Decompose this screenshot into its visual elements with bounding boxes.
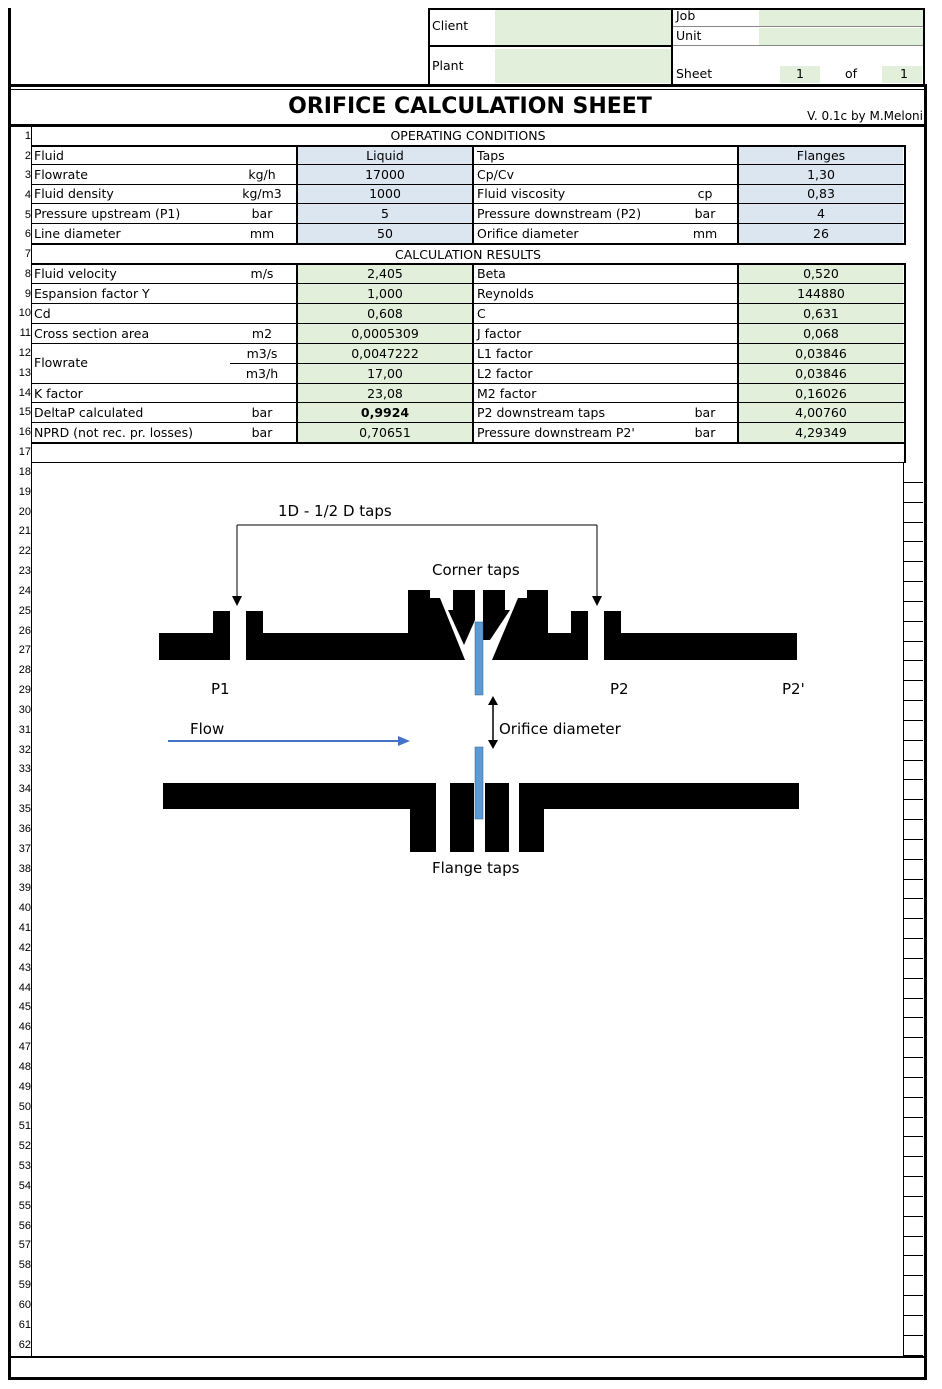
results-label2: C <box>477 306 486 321</box>
lower-orifice-plate <box>475 747 483 819</box>
row-number: 48 <box>18 1060 31 1073</box>
results-label: NPRD (not rec. pr. losses) <box>34 425 193 440</box>
operating-value2[interactable]: 0,83 <box>807 186 835 201</box>
row-number: 15 <box>18 406 31 418</box>
operating-value[interactable]: 1000 <box>369 186 401 201</box>
row-number: 39 <box>18 882 31 895</box>
results-label: Cross section area <box>34 326 150 341</box>
results-value2[interactable]: 4,00760 <box>795 405 847 420</box>
results-unit: m3/h <box>245 366 279 381</box>
results-value[interactable]: 1,000 <box>367 286 403 301</box>
row-number: 60 <box>18 1298 31 1311</box>
row-number: 52 <box>18 1140 31 1153</box>
row-number: 61 <box>18 1318 31 1331</box>
results-label: Cd <box>34 306 51 321</box>
row-number: 34 <box>18 783 31 796</box>
operating-label: Fluid <box>34 148 64 163</box>
unit-label: Unit <box>676 28 702 43</box>
operating-unit: kg/m3 <box>242 186 282 201</box>
row-number: 16 <box>18 426 31 438</box>
operating-value[interactable]: Liquid <box>366 148 404 163</box>
results-value[interactable]: 0,0005309 <box>351 326 419 341</box>
operating-unit2: mm <box>692 226 718 241</box>
results-unit2: bar <box>694 425 716 440</box>
results-label: K factor <box>34 386 83 401</box>
results-unit: m3/s <box>246 346 278 361</box>
row-number: 13 <box>18 367 31 379</box>
results-unit2: bar <box>694 405 716 420</box>
row-number: 46 <box>18 1021 31 1034</box>
results-unit: bar <box>251 425 273 440</box>
results-unit: m2 <box>251 326 273 341</box>
row-number: 31 <box>18 723 31 736</box>
row-number: 58 <box>18 1259 31 1272</box>
row-number: 43 <box>18 961 31 974</box>
operating-value2[interactable]: 1,30 <box>807 167 835 182</box>
operating-label2: Pressure downstream (P2) <box>477 206 642 221</box>
row-number: 54 <box>18 1179 31 1192</box>
operating-label: Line diameter <box>34 226 121 241</box>
row-number: 10 <box>18 307 31 319</box>
operating-label2: Cp/Cv <box>477 167 514 182</box>
results-label2: Reynolds <box>477 286 534 301</box>
arrow-down-left-icon <box>232 596 242 606</box>
results-value2[interactable]: 0,16026 <box>795 386 847 401</box>
row-number: 23 <box>18 565 31 578</box>
operating-value2[interactable]: Flanges <box>796 148 846 163</box>
results-label2: Pressure downstream P2' <box>477 425 635 440</box>
page-title: ORIFICE CALCULATION SHEET <box>288 94 652 119</box>
operating-conditions-title: OPERATING CONDITIONS <box>390 128 546 143</box>
operating-unit: bar <box>251 206 273 221</box>
row-number: 4 <box>24 189 31 201</box>
row-number: 6 <box>24 228 31 240</box>
p2prime-label: P2' <box>782 680 805 698</box>
operating-label2: Taps <box>477 148 505 163</box>
results-value[interactable]: 17,00 <box>367 366 403 381</box>
operating-value2[interactable]: 26 <box>813 226 829 241</box>
results-value2[interactable]: 0,03846 <box>795 346 847 361</box>
results-label2: Beta <box>477 266 506 281</box>
results-unit: bar <box>251 405 273 420</box>
results-label: Espansion factor Y <box>34 286 150 301</box>
operating-unit: mm <box>249 226 275 241</box>
row-number: 18 <box>18 466 31 478</box>
row-number: 29 <box>18 684 31 697</box>
row-number: 26 <box>18 624 31 637</box>
row-number: 17 <box>18 446 31 458</box>
results-label: Fluid velocity <box>34 266 117 281</box>
row-number: 41 <box>18 922 31 935</box>
row-number: 12 <box>18 347 31 359</box>
row-number: 57 <box>18 1239 31 1252</box>
row-number: 36 <box>18 822 31 835</box>
row-number: 40 <box>18 902 31 915</box>
orifice-diameter-label: Orifice diameter <box>499 720 621 738</box>
row-number: 44 <box>18 981 31 994</box>
row-number: 25 <box>18 604 31 617</box>
upper-orifice-plate <box>475 622 483 695</box>
row-number: 19 <box>18 485 31 498</box>
row-number: 50 <box>18 1100 31 1113</box>
row-number: 28 <box>18 664 31 677</box>
row-number: 24 <box>18 584 31 597</box>
results-label2: L1 factor <box>477 346 533 361</box>
row-number: 55 <box>18 1199 31 1212</box>
row-number: 37 <box>18 842 31 855</box>
row-number: 14 <box>18 387 31 399</box>
row-number: 47 <box>18 1041 31 1054</box>
operating-value[interactable]: 17000 <box>365 167 405 182</box>
results-value2[interactable]: 4,29349 <box>795 425 847 440</box>
client-label: Client <box>432 18 469 33</box>
operating-label: Pressure upstream (P1) <box>34 206 181 221</box>
operating-label: Fluid density <box>34 186 114 201</box>
row-number: 1 <box>24 130 31 142</box>
plant-label: Plant <box>432 58 464 73</box>
row-number: 49 <box>18 1080 31 1093</box>
p1-label: P1 <box>211 680 230 698</box>
operating-label2: Orifice diameter <box>477 226 579 241</box>
results-label2: P2 downstream taps <box>477 405 605 420</box>
sheet-number: 1 <box>796 66 804 81</box>
operating-label2: Fluid viscosity <box>477 186 566 201</box>
operating-label: Flowrate <box>34 167 88 182</box>
sheet-of: of <box>844 66 858 81</box>
row-number: 7 <box>24 248 31 260</box>
results-label: Flowrate <box>34 355 88 370</box>
results-label2: M2 factor <box>477 386 537 401</box>
results-value2[interactable]: 0,631 <box>803 306 839 321</box>
row-number: 38 <box>18 862 31 875</box>
operating-unit2: cp <box>697 186 713 201</box>
row-number: 5 <box>24 209 31 221</box>
row-number: 8 <box>24 268 31 280</box>
taps-1d-label: 1D - 1/2 D taps <box>278 502 392 520</box>
results-value[interactable]: 23,08 <box>367 386 403 401</box>
results-value[interactable]: 0,0047222 <box>351 346 419 361</box>
row-number: 9 <box>24 288 31 300</box>
sheet-label: Sheet <box>676 66 713 81</box>
row-number: 59 <box>18 1279 31 1292</box>
results-value2[interactable]: 0,03846 <box>795 366 847 381</box>
results-value2[interactable]: 0,520 <box>803 266 839 281</box>
sheet-total: 1 <box>900 66 908 81</box>
results-unit: m/s <box>250 266 274 281</box>
row-number: 30 <box>18 703 31 716</box>
row-number: 62 <box>18 1338 31 1351</box>
row-number: 42 <box>18 941 31 954</box>
row-number: 32 <box>18 743 31 756</box>
row-number: 20 <box>18 505 31 518</box>
results-label2: J factor <box>477 326 522 341</box>
row-number: 22 <box>18 545 31 558</box>
results-label: DeltaP calculated <box>34 405 144 420</box>
operating-value2[interactable]: 4 <box>817 206 825 221</box>
row-number: 45 <box>18 1001 31 1014</box>
row-number: 53 <box>18 1160 31 1173</box>
row-number: 56 <box>18 1219 31 1232</box>
row-number: 51 <box>18 1120 31 1133</box>
orifice-diameter-arrow <box>488 696 498 749</box>
taps-bracket <box>237 525 597 598</box>
row-number: 11 <box>19 327 31 339</box>
row-number: 33 <box>18 763 31 776</box>
operating-unit: kg/h <box>248 167 276 182</box>
results-value[interactable]: 0,9924 <box>360 405 410 420</box>
row-number: 21 <box>18 525 31 538</box>
results-value2[interactable]: 144880 <box>797 286 845 301</box>
row-number: 3 <box>24 169 31 181</box>
results-value2[interactable]: 0,068 <box>803 326 839 341</box>
results-value[interactable]: 0,608 <box>367 306 403 321</box>
operating-value[interactable]: 50 <box>377 226 393 241</box>
flow-label: Flow <box>190 720 225 738</box>
corner-taps-label: Corner taps <box>432 561 520 579</box>
results-label2: L2 factor <box>477 366 533 381</box>
arrow-down-right-icon <box>592 596 602 606</box>
calculation-results-title: CALCULATION RESULTS <box>395 247 541 262</box>
flange-taps-label: Flange taps <box>432 859 520 877</box>
operating-unit2: bar <box>694 206 716 221</box>
version-label: V. 0.1c by M.Meloni <box>807 109 923 123</box>
row-number: 27 <box>18 644 31 657</box>
job-label: Job <box>676 8 696 23</box>
row-number: 35 <box>18 803 31 816</box>
results-value[interactable]: 0,70651 <box>359 425 411 440</box>
operating-value[interactable]: 5 <box>381 206 389 221</box>
p2-label: P2 <box>610 680 629 698</box>
results-value[interactable]: 2,405 <box>367 266 403 281</box>
row-number: 2 <box>24 150 31 162</box>
